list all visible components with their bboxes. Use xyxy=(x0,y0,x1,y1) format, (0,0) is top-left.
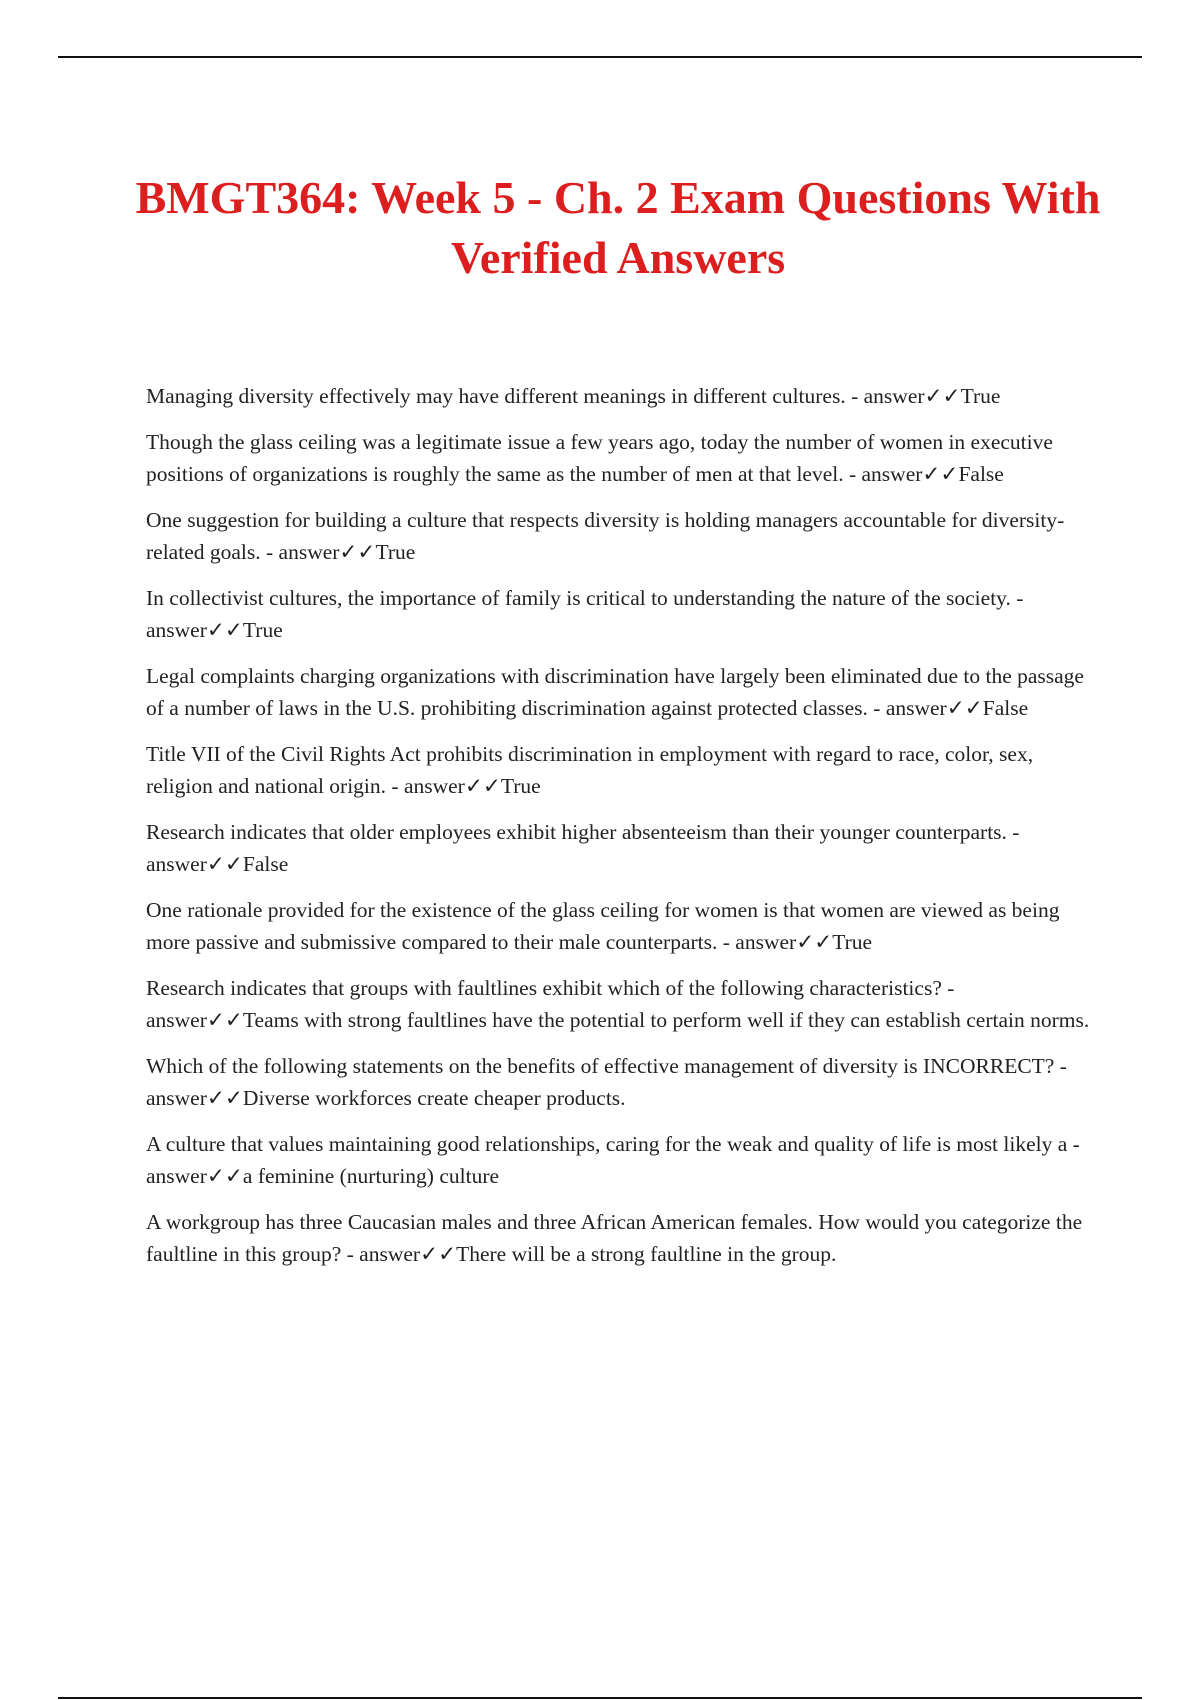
answer-text: True xyxy=(375,540,416,564)
check-mark-icon: ✓✓ xyxy=(339,540,376,564)
answer-text: True xyxy=(500,774,541,798)
question-text: Which of the following statements on the benefits of effective management of diversity is INCORRECT? - xyxy=(146,1054,1067,1078)
question-text: One rationale provided for the existence of the glass ceiling for women is that women are viewed as being more passive and submissive compared to their male counterparts. - xyxy=(146,898,1060,954)
qa-item xyxy=(146,894,1096,958)
check-mark-icon: ✓✓ xyxy=(206,1164,243,1188)
qa-list xyxy=(146,380,1096,1284)
answer-label: answer xyxy=(359,1242,421,1266)
answer-text: There will be a strong faultline in the group. xyxy=(456,1242,837,1266)
answer-label: answer xyxy=(146,1164,207,1188)
question-text: Though the glass ceiling was a legitimate issue a few years ago, today the number of women in executive positions of organizations is roughly the same as the number of men at that level. - xyxy=(146,430,1053,486)
answer-label: answer xyxy=(861,462,923,486)
check-mark-icon: ✓✓ xyxy=(206,1008,243,1032)
answer-text: Teams with strong faultlines have the potential to perform well if they can establish certain norms. xyxy=(242,1008,1090,1032)
qa-item xyxy=(146,504,1096,568)
check-mark-icon: ✓✓ xyxy=(464,774,501,798)
question-text: A culture that values maintaining good relationships, caring for the weak and quality of life is most likely a - xyxy=(146,1132,1080,1156)
check-mark-icon: ✓✓ xyxy=(922,462,959,486)
answer-label: answer xyxy=(863,384,925,408)
answer-label: answer xyxy=(885,696,947,720)
answer-text: False xyxy=(242,852,289,876)
check-mark-icon: ✓✓ xyxy=(206,1086,243,1110)
question-text: One suggestion for building a culture that respects diversity is holding managers accountable for diversity-related goals. - xyxy=(146,508,1065,564)
answer-label: answer xyxy=(146,1086,207,1110)
qa-item xyxy=(146,426,1096,490)
document-title: BMGT364: Week 5 - Ch. 2 Exam Questions With Verified Answers xyxy=(135,172,1101,283)
answer-label: answer xyxy=(735,930,797,954)
answer-text: True xyxy=(832,930,873,954)
answer-label: answer xyxy=(403,774,465,798)
question-text: Title VII of the Civil Rights Act prohibits discrimination in employment with regard to race, color, sex, religion and national origin. - xyxy=(146,742,1034,798)
question-text: Research indicates that older employees exhibit higher absenteeism than their younger counterparts. - xyxy=(146,820,1020,844)
answer-text: False xyxy=(958,462,1004,486)
check-mark-icon: ✓✓ xyxy=(796,930,833,954)
qa-item xyxy=(146,738,1096,802)
answer-text: Diverse workforces create cheaper products. xyxy=(242,1086,626,1110)
answer-label: answer xyxy=(146,852,207,876)
qa-item xyxy=(146,582,1096,646)
question-text: Managing diversity effectively may have different meanings in different cultures. - xyxy=(146,384,859,408)
check-mark-icon: ✓✓ xyxy=(206,618,243,642)
qa-item xyxy=(146,972,1096,1036)
answer-text: True xyxy=(242,618,283,642)
answer-label: answer xyxy=(146,618,207,642)
check-mark-icon: ✓✓ xyxy=(206,852,243,876)
check-mark-icon: ✓✓ xyxy=(420,1242,457,1266)
bottom-rule xyxy=(58,1697,1142,1699)
qa-item xyxy=(146,660,1096,724)
question-text: Research indicates that groups with faultlines exhibit which of the following characteristics? - xyxy=(146,976,955,1000)
qa-item xyxy=(146,1128,1096,1192)
check-mark-icon: ✓✓ xyxy=(924,384,961,408)
answer-label: answer xyxy=(146,1008,207,1032)
qa-item xyxy=(146,1050,1096,1114)
question-text: Legal complaints charging organizations with discrimination have largely been eliminated due to the passage of a number of laws in the U.S. prohibiting discrimination against protected classes. - xyxy=(146,664,1084,720)
answer-text: False xyxy=(982,696,1029,720)
answer-text: True xyxy=(960,384,1001,408)
qa-item xyxy=(146,1206,1096,1270)
qa-item xyxy=(146,380,1096,412)
check-mark-icon: ✓✓ xyxy=(946,696,983,720)
qa-item xyxy=(146,816,1096,880)
question-text: In collectivist cultures, the importance of family is critical to understanding the nature of the society. - xyxy=(146,586,1024,610)
answer-label: answer xyxy=(278,540,340,564)
answer-text: a feminine (nurturing) culture xyxy=(242,1164,500,1188)
question-text: A workgroup has three Caucasian males and three African American females. How would you categorize the faultline in this group? - xyxy=(146,1210,1083,1266)
top-rule xyxy=(58,56,1142,58)
